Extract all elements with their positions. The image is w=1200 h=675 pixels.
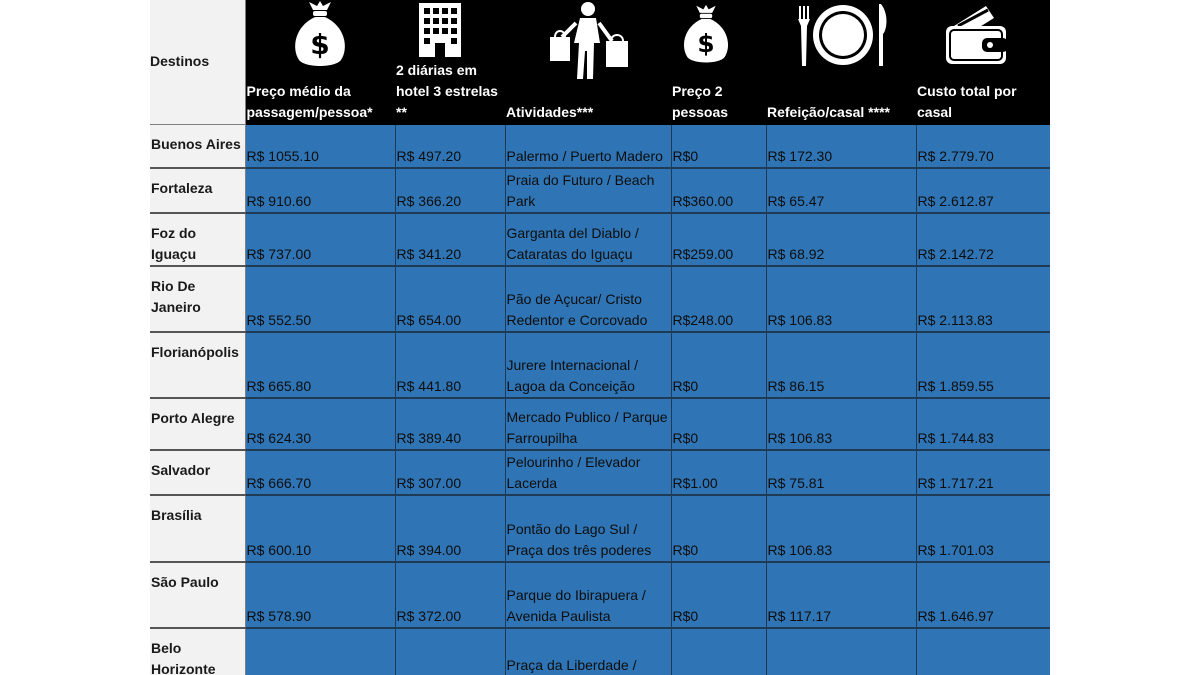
- wallet-card-icon: [942, 4, 1012, 66]
- table-row: [150, 213, 1050, 266]
- total-cost-cell: [916, 628, 1050, 675]
- hotel-cell: R$ 441.80: [395, 332, 505, 398]
- activities-cell: Palermo / Puerto Madero: [505, 124, 671, 168]
- header-passagem: [245, 0, 395, 124]
- activities-cell: Praia do Futuro / Beach Park: [505, 168, 671, 213]
- price-two-people-cell: R$0: [671, 495, 766, 562]
- price-two-people-cell: [671, 628, 766, 675]
- activities-cell: Pão de Açucar/ Cristo Redentor e Corcovado: [505, 266, 671, 332]
- price-two-people-cell: R$1.00: [671, 450, 766, 495]
- destination-cell: Florianópolis: [150, 332, 245, 398]
- total-cost-cell: R$ 2.612.87: [916, 168, 1050, 213]
- hotel-cell: R$ 307.00: [395, 450, 505, 495]
- airfare-cell: R$ 578.90: [245, 562, 395, 628]
- price-two-people-cell: R$0: [671, 562, 766, 628]
- meal-cell: R$ 68.92: [766, 213, 916, 266]
- price-two-people-cell: R$360.00: [671, 168, 766, 213]
- svg-text:$: $: [310, 28, 330, 61]
- total-cost-cell: R$ 1.744.83: [916, 398, 1050, 450]
- header-refeicao: [766, 0, 916, 124]
- header-row: [150, 0, 1050, 124]
- hotel-cell: R$ 341.20: [395, 213, 505, 266]
- airfare-cell: R$ 624.30: [245, 398, 395, 450]
- airfare-cell: [245, 628, 395, 675]
- airfare-cell: R$ 666.70: [245, 450, 395, 495]
- header-total-label: Custo total por casal: [917, 82, 1017, 120]
- price-two-people-cell: R$0: [671, 398, 766, 450]
- svg-text:$: $: [697, 28, 715, 58]
- total-cost-cell: R$ 1.646.97: [916, 562, 1050, 628]
- header-preco2-label: Preço 2 pessoas: [672, 82, 729, 120]
- total-cost-cell: R$ 2.113.83: [916, 266, 1050, 332]
- table-row: [150, 168, 1050, 213]
- destination-cell: São Paulo: [150, 562, 245, 628]
- total-cost-cell: R$ 1.717.21: [916, 450, 1050, 495]
- spreadsheet-table-area: [150, 0, 1050, 675]
- price-two-people-cell: R$259.00: [671, 213, 766, 266]
- table-row: [150, 628, 1050, 675]
- destination-cell: Brasília: [150, 495, 245, 562]
- activities-cell: Pelourinho / Elevador Lacerda: [505, 450, 671, 495]
- airfare-cell: R$ 910.60: [245, 168, 395, 213]
- meal-cell: R$ 106.83: [766, 398, 916, 450]
- hotel-cell: R$ 394.00: [395, 495, 505, 562]
- meal-cell: R$ 106.83: [766, 495, 916, 562]
- meal-cell: R$ 117.17: [766, 562, 916, 628]
- airfare-cell: R$ 1055.10: [245, 124, 395, 168]
- airfare-cell: R$ 552.50: [245, 266, 395, 332]
- destination-cell: Fortaleza: [150, 168, 245, 213]
- table-row: [150, 124, 1050, 168]
- destination-cell: Belo Horizonte: [150, 628, 245, 675]
- header-hotel: [395, 0, 505, 124]
- destination-cell: Buenos Aires: [150, 124, 245, 168]
- meal-cell: R$ 65.47: [766, 168, 916, 213]
- hotel-cell: R$ 497.20: [395, 124, 505, 168]
- activities-cell: Jurere Internacional / Lagoa da Conceição: [505, 332, 671, 398]
- meal-cell: R$ 106.83: [766, 266, 916, 332]
- money-bag-icon: [285, 0, 355, 70]
- total-cost-cell: R$ 2.779.70: [916, 124, 1050, 168]
- table-row: [150, 266, 1050, 332]
- plate-cutlery-icon: [791, 0, 891, 70]
- activities-cell: Parque do Ibirapuera / Avenida Paulista: [505, 562, 671, 628]
- header-destinos: Destinos: [150, 0, 245, 124]
- meal-cell: R$ 172.30: [766, 124, 916, 168]
- money-bag-icon: [675, 0, 737, 70]
- header-atividades: [505, 0, 671, 124]
- header-preco2: [671, 0, 766, 124]
- hotel-cell: [395, 628, 505, 675]
- hotel-cell: R$ 389.40: [395, 398, 505, 450]
- meal-cell: R$ 75.81: [766, 450, 916, 495]
- price-two-people-cell: R$248.00: [671, 266, 766, 332]
- header-passagem-label: Preço médio da passagem/pessoa*: [246, 82, 373, 120]
- table-row: [150, 450, 1050, 495]
- header-total: [916, 0, 1050, 124]
- hotel-building-icon: [417, 1, 463, 59]
- destination-cell: Foz do Iguaçu: [150, 213, 245, 266]
- hotel-cell: R$ 372.00: [395, 562, 505, 628]
- price-two-people-cell: R$0: [671, 332, 766, 398]
- meal-cell: [766, 628, 916, 675]
- header-refeicao-label: Refeição/casal ****: [767, 103, 890, 120]
- table-row: [150, 495, 1050, 562]
- activities-cell: Pontão do Lago Sul / Praça dos três poderes: [505, 495, 671, 562]
- total-cost-cell: R$ 1.859.55: [916, 332, 1050, 398]
- header-atividades-label: Atividades***: [506, 103, 594, 120]
- airfare-cell: R$ 737.00: [245, 213, 395, 266]
- table-row: [150, 332, 1050, 398]
- price-two-people-cell: R$0: [671, 124, 766, 168]
- shopping-person-icon: [546, 1, 630, 81]
- activities-cell: Garganta del Diablo / Cataratas do Iguaçu: [505, 213, 671, 266]
- travel-cost-table: [150, 0, 1050, 675]
- destination-cell: Porto Alegre: [150, 398, 245, 450]
- destination-cell: Rio De Janeiro: [150, 266, 245, 332]
- hotel-cell: R$ 654.00: [395, 266, 505, 332]
- hotel-cell: R$ 366.20: [395, 168, 505, 213]
- header-hotel-label: 2 diárias em hotel 3 estrelas **: [396, 61, 498, 120]
- destination-cell: Salvador: [150, 450, 245, 495]
- activities-cell: Praça da Liberdade /: [505, 628, 671, 675]
- airfare-cell: R$ 600.10: [245, 495, 395, 562]
- table-row: [150, 562, 1050, 628]
- meal-cell: R$ 86.15: [766, 332, 916, 398]
- total-cost-cell: R$ 1.701.03: [916, 495, 1050, 562]
- table-row: [150, 398, 1050, 450]
- airfare-cell: R$ 665.80: [245, 332, 395, 398]
- activities-cell: Mercado Publico / Parque Farroupilha: [505, 398, 671, 450]
- total-cost-cell: R$ 2.142.72: [916, 213, 1050, 266]
